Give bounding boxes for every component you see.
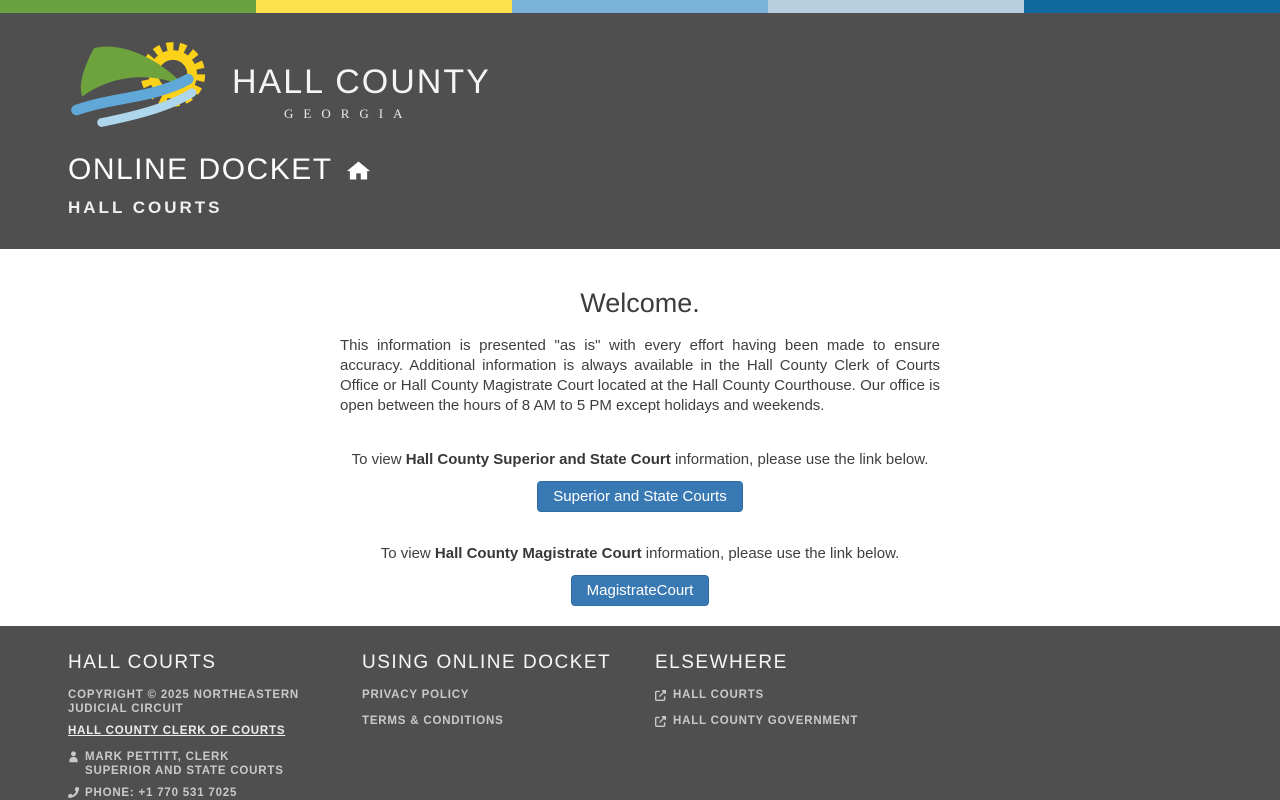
site-title-label: ONLINE DOCKET — [68, 153, 333, 186]
magistrate-cta-bold: Hall County Magistrate Court — [434, 545, 642, 562]
hall-courts-external-label: HALL COURTS — [673, 689, 765, 701]
phone-line — [68, 786, 362, 800]
logo-title: HALL COUNTY — [232, 62, 491, 101]
clerk-title: SUPERIOR AND STATE COURTS — [85, 765, 284, 777]
footer-heading-hall-courts: HALL COURTS — [68, 652, 217, 673]
user-icon — [68, 751, 79, 763]
clerk-name: MARK PETTITT, CLERK — [85, 751, 230, 763]
hall-county-logo[interactable] — [68, 31, 218, 137]
logo-text — [232, 63, 491, 122]
clerk-info — [68, 750, 362, 778]
superior-state-courts-button[interactable]: Superior and State Courts — [537, 481, 742, 512]
top-stripe — [0, 0, 1280, 13]
footer — [0, 626, 1280, 800]
phone-icon — [68, 787, 79, 798]
site-subtitle: HALL COURTS — [68, 198, 223, 217]
logo-subtitle: GEORGIA — [284, 105, 413, 121]
privacy-policy-link[interactable]: PRIVACY POLICY — [362, 689, 470, 701]
magistrate-cta-post: information, please use the link below. — [641, 545, 900, 562]
hall-courts-external-link[interactable] — [655, 688, 764, 702]
footer-heading-using-online-docket: USING ONLINE DOCKET — [362, 652, 612, 673]
footer-elsewhere-column — [655, 652, 1280, 800]
magistrate-cta-pre: To view — [380, 545, 435, 562]
stripe-segment — [256, 0, 512, 13]
magistrate-cta-text — [340, 545, 940, 562]
terms-conditions-link[interactable]: TERMS & CONDITIONS — [362, 715, 504, 727]
hall-county-government-label: HALL COUNTY GOVERNMENT — [673, 715, 859, 727]
main-content — [0, 249, 1280, 626]
superior-cta-text — [340, 451, 940, 468]
external-link-icon — [655, 690, 666, 701]
hall-county-government-link[interactable] — [655, 714, 858, 728]
intro-paragraph: This information is presented "as is" with every effort having been made to ensure accuracy. Additional information is always available in the Hall County Clerk of Courts Office or Hall County Magistrate Court located at the Hall County Courthouse. Our office is open between the hours of 8 AM to 5 PM except holidays and weekends. — [340, 337, 940, 414]
logo-row — [68, 31, 1280, 137]
superior-cta-pre: To view — [351, 451, 406, 468]
magistrate-court-button[interactable]: MagistrateCourt — [571, 575, 710, 606]
footer-using-docket-column — [362, 652, 655, 800]
copyright-text: COPYRIGHT © 2025 NORTHEASTERN JUDICIAL CIRCUIT — [68, 689, 300, 715]
footer-heading-elsewhere: ELSEWHERE — [655, 652, 788, 673]
home-icon[interactable] — [345, 157, 372, 184]
phone-number: PHONE: +1 770 531 7025 — [85, 787, 238, 799]
site-title-link[interactable] — [68, 153, 372, 187]
superior-cta-post: information, please use the link below. — [670, 451, 929, 468]
superior-cta-bold: Hall County Superior and State Court — [405, 451, 671, 468]
external-link-icon — [655, 716, 666, 727]
stripe-segment — [512, 0, 768, 13]
welcome-heading: Welcome. — [580, 288, 700, 318]
stripe-segment — [0, 0, 256, 13]
clerk-of-courts-link[interactable]: HALL COUNTY CLERK OF COURTS — [68, 725, 286, 737]
footer-hall-courts-column — [68, 652, 362, 800]
stripe-segment — [1024, 0, 1280, 13]
header — [0, 13, 1280, 249]
stripe-segment — [768, 0, 1024, 13]
